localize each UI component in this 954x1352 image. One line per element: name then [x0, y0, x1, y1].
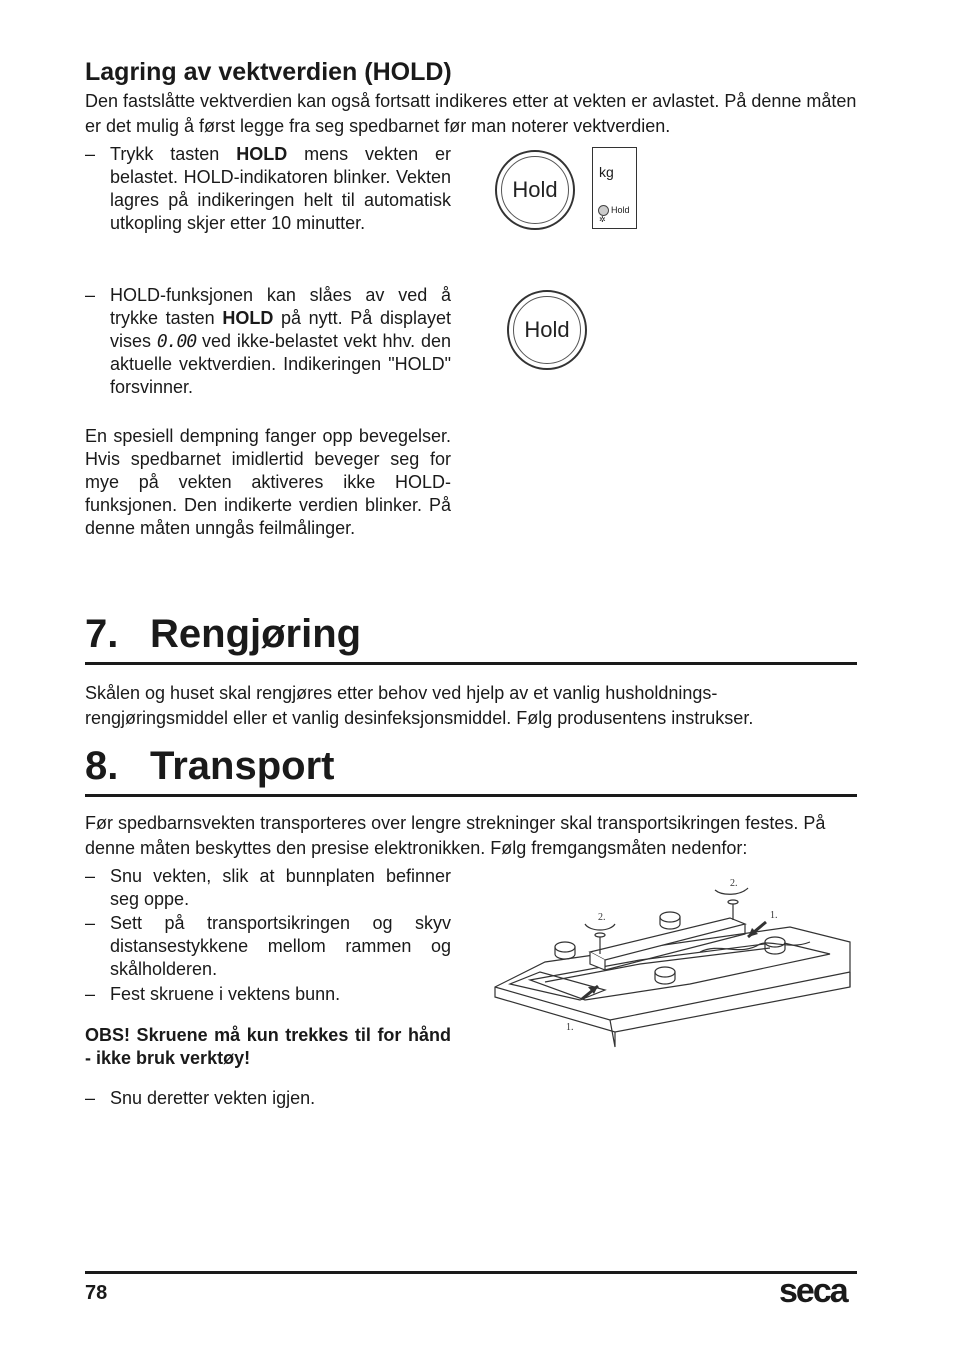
section-title-transport: 8. Transport	[85, 744, 335, 788]
damping-text: En spesiell dempning fanger opp bevegelser. Hvis spedbarnet imidlertid beveger seg for mye på vekten aktiveres ikke HOLD-funksjonen. Den indikerte verdien blinker. På denne måten unngås feilmålinger.	[85, 426, 451, 538]
hold-button-icon: Hold	[495, 150, 575, 230]
list-dash: –	[85, 144, 96, 164]
figure-label-2a: 2.	[598, 912, 606, 923]
transport-intro: Før spedbarnsvekten transporteres over lengre strekninger skal transportsikringen festes. På denne måten beskyttes den presise elektronikken. Følg fremgangsmåten nedenfor:	[85, 813, 826, 858]
figure-label-2b: 2.	[730, 878, 738, 889]
warning-text: OBS! Skruene må kun trekkes til for hånd - ikke bruk verktøy!	[85, 1025, 451, 1068]
display-unit: kg	[599, 164, 614, 180]
section-rule	[85, 794, 857, 797]
display-icon	[592, 147, 637, 229]
list-dash: –	[85, 913, 96, 933]
figure-label-1a: 1.	[770, 910, 778, 921]
hold-button-icon-2: Hold	[507, 290, 587, 370]
display-indicator-label: Hold	[611, 205, 630, 215]
list-dash: –	[85, 285, 96, 305]
figure-label-1b: 1.	[566, 1022, 574, 1033]
seca-logo: seca	[779, 1272, 847, 1310]
page-number: 78	[85, 1282, 108, 1304]
section-rule	[85, 662, 857, 665]
hold-step-1: Trykk tasten HOLD mens vekten er belastet. HOLD-indikatoren blinker. Vekten lagres på indikeringen helt til automatisk utkopling skjer etter 10 minutter.	[110, 144, 452, 233]
hold-intro: Den fastslåtte vektverdien kan også fortsatt indikeres etter at vekten er avlastet. På denne måten er det mulig å først legge fra seg spedbarnet før man noterer vektverdien.	[85, 91, 857, 136]
transport-step-1: Snu vekten, slik at bunnplaten befinner seg oppe.	[110, 866, 451, 909]
cleaning-text: Skålen og huset skal rengjøres etter behov ved hjelp av et vanlig husholdnings-rengjøringsmiddel eller et vanlig desinfeksjonsmiddel. Følg produsentens instrukser.	[85, 683, 754, 728]
transport-step-2: Sett på transportsikringen og skyv distansestykkene mellom rammen og skålholderen.	[110, 913, 451, 979]
section-title-hold: Lagring av vektverdien (HOLD)	[85, 58, 452, 86]
footer-rule	[85, 1271, 857, 1274]
list-dash: –	[85, 866, 96, 886]
transport-step-3: Fest skruene i vektens bunn.	[110, 984, 341, 1004]
section-title-cleaning: 7. Rengjøring	[85, 612, 362, 656]
transport-final: Snu deretter vekten igjen.	[110, 1088, 316, 1108]
blink-icon: ✲	[599, 215, 606, 224]
hold-step-2: HOLD-funksjonen kan slåes av ved å trykke tasten HOLD på nytt. På displayet vises 0.00 ved ikke-belastet vekt hhv. den aktuelle vektverdien. Indikeringen "HOLD" forsvinner.	[110, 285, 452, 397]
transport-lock-illustration	[490, 872, 860, 1057]
list-dash: –	[85, 1088, 96, 1108]
list-dash: –	[85, 984, 96, 1004]
